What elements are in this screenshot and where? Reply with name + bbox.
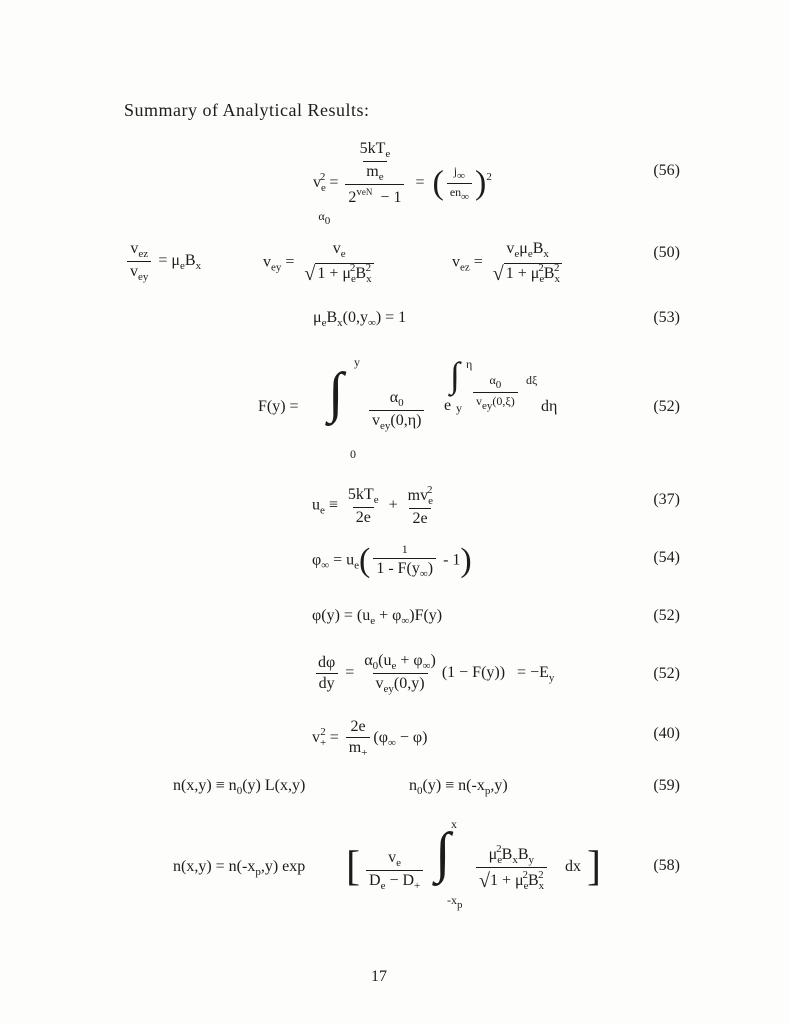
equation-53: $\mu_eB_x(0,y_\infty) = 1$ — [313, 309, 407, 329]
equation-tag-40: (40) — [653, 725, 680, 742]
equation-50-middle: $v_{ey}$ = $v_e$ √ $1 + \mu_e^2B_x^2$ — [263, 240, 380, 286]
equation-37: $u_e$ ≡ $\frac{5kT_e}{2e}$ + $\frac{mv_e^2}{2e}$ — [312, 484, 433, 527]
equation-50-left: $\frac{v_{ez}}{v_{ey}}$ = $\mu_eB_x$ — [124, 240, 201, 283]
equation-50-right: $v_{ez}$ = $v_e\mu_eB_x$ √ $1 + \mu_e^2B_x^2$ — [452, 240, 568, 286]
equation-52-dphi: $\frac{d\varphi}{dy}$ = $\frac{\alpha_0(u_e + \varphi_\infty)}{v_{ey}(0,y)}$ $(1 - F(y)) = -E_y$ — [312, 652, 554, 695]
equation-tag-52-third: (52) — [653, 665, 680, 682]
equation-tag-52-first: (52) — [653, 398, 680, 415]
equation-tag-37: (37) — [653, 491, 680, 508]
equation-59-left: $n(x,y) \equiv n_0(y)$ L(x,y) — [173, 777, 306, 797]
equation-tag-56: (56) — [653, 162, 680, 179]
equation-tag-58: (58) — [653, 857, 680, 874]
equation-52-phi: $\varphi(y) = (u_e + \varphi_\infty)F(y)$ — [312, 607, 443, 627]
page-title: Summary of Analytical Results: — [124, 100, 370, 120]
page-number: 17 — [371, 968, 387, 985]
equation-40: $v_+^2$ = $\frac{2e}{m_+}$ $(\varphi_\infty - \varphi)$ — [312, 718, 428, 759]
equation-56: $v_e^2$ = $\frac{5kT_e}{m_e}$ $2^{veN} - 1$ α0 = ( $\frac{j\infty}{en\infty}$ )$^2$ — [313, 140, 492, 227]
equation-59-right: $n_0(y) \equiv n(-x_p,y)$ — [409, 777, 508, 797]
equation-tag-59: (59) — [653, 777, 680, 794]
equation-tag-54: (54) — [653, 549, 680, 566]
equation-54: $\varphi_\infty = u_e$( $\frac{1}{1 - F(y_\infty)}$ - 1) — [312, 542, 472, 580]
equation-tag-53: (53) — [653, 309, 680, 326]
equation-tag-52-second: (52) — [653, 607, 680, 624]
equation-tag-50: (50) — [653, 244, 680, 261]
